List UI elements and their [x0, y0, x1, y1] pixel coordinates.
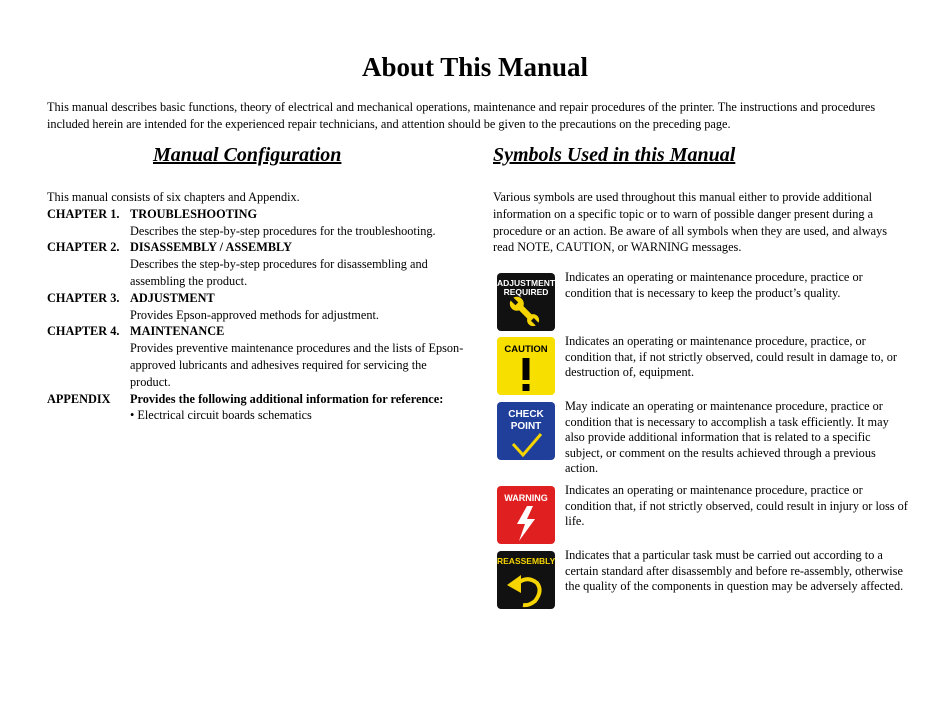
chapter-title: TROUBLESHOOTING: [130, 206, 258, 221]
icon-caption: ADJUSTMENT REQUIRED: [497, 278, 555, 297]
chapter-2: [47, 239, 467, 289]
appendix: [47, 391, 467, 425]
check-point-icon: [497, 402, 555, 460]
chapter-label: CHAPTER 4.: [47, 324, 120, 339]
chapter-title: MAINTENANCE: [130, 324, 225, 339]
chapter-title: DISASSEMBLY / ASSEMBLY: [130, 240, 292, 255]
chapter-description: Provides preventive maintenance procedures and the lists of Epson-approved lubricants and adhesives required for servicing the product.: [130, 341, 464, 389]
chapter-1: [47, 206, 467, 240]
chapter-description: Describes the step-by-step procedures for disassembling and assembling the product.: [130, 257, 428, 288]
chapter-title: ADJUSTMENT: [130, 290, 215, 305]
symbol-description: Indicates an operating or maintenance procedure, practice or condition that, if not strictly observed, could result in injury or loss of life.: [565, 483, 908, 528]
chapter-description: • Electrical circuit boards schematics: [130, 408, 312, 423]
manual-configuration-heading: Manual Configuration: [153, 144, 342, 166]
chapter-label: CHAPTER 2.: [47, 240, 120, 255]
configuration-lead: This manual consists of six chapters and Appendix.: [47, 190, 300, 204]
configuration-section: [47, 189, 467, 424]
icon-caption: CAUTION: [504, 344, 548, 355]
caution-icon: [497, 337, 555, 395]
wrench-icon: [497, 273, 555, 331]
symbols-heading: Symbols Used in this Manual: [493, 144, 736, 166]
warning-icon: [497, 486, 555, 544]
checkmark-icon: [497, 402, 555, 460]
chapter-label: CHAPTER 3.: [47, 290, 120, 305]
symbols-lead: Various symbols are used throughout this manual either to provide additional information on a specific topic or to warn of possible danger present during a procedure or an action. Be aware of all symbols when they are used, and always read NOTE, CAUTION, or WARNING messages.: [493, 190, 888, 255]
adjustment-required-icon: [497, 273, 555, 331]
page-title: About This Manual: [361, 52, 589, 82]
icon-caption: REASSEMBLY: [497, 556, 555, 566]
icon-caption: WARNING: [504, 493, 548, 503]
symbol-description: Indicates an operating or maintenance procedure, practice or condition that is necessary to keep the product’s quality.: [565, 270, 863, 300]
chapter-label: CHAPTER 1.: [47, 206, 120, 221]
symbol-description: Indicates an operating or maintenance procedure, practice, or condition that, if not strictly observed, could result in damage to, or destruction of, equipment.: [565, 334, 897, 379]
chapter-description: Describes the step-by-step procedures for the troubleshooting.: [130, 223, 436, 238]
lightning-icon: [497, 486, 555, 544]
undo-arrow-icon: [497, 551, 555, 609]
symbol-description: Indicates that a particular task must be carried out according to a certain standard after disassembly and before re-assembly, otherwise the quality of the components in question may be adversely affected.: [565, 548, 904, 593]
chapter-label: APPENDIX: [47, 391, 111, 406]
chapter-title: Provides the following additional information for reference:: [130, 391, 444, 406]
chapter-description: Provides Epson-approved methods for adjustment.: [130, 307, 379, 322]
chapter-3: [47, 290, 467, 324]
icon-caption: CHECK POINT: [508, 409, 544, 432]
exclamation-icon: [497, 337, 555, 395]
chapter-4: [47, 323, 467, 390]
intro-paragraph: This manual describes basic functions, theory of electrical and mechanical operations, maintenance and repair procedures of the printer. The instructions and procedures included herein are intended for the experienced repair technicians, and attention should be given to the precautions on the preceding page.: [47, 100, 876, 131]
symbol-description: May indicate an operating or maintenance procedure, practice or condition that is necessary to accomplish a task efficiently. It may also provide additional information that is related to a specific subject, or comment on the results achieved through a previous action.: [565, 399, 889, 475]
reassembly-icon: [497, 551, 555, 609]
